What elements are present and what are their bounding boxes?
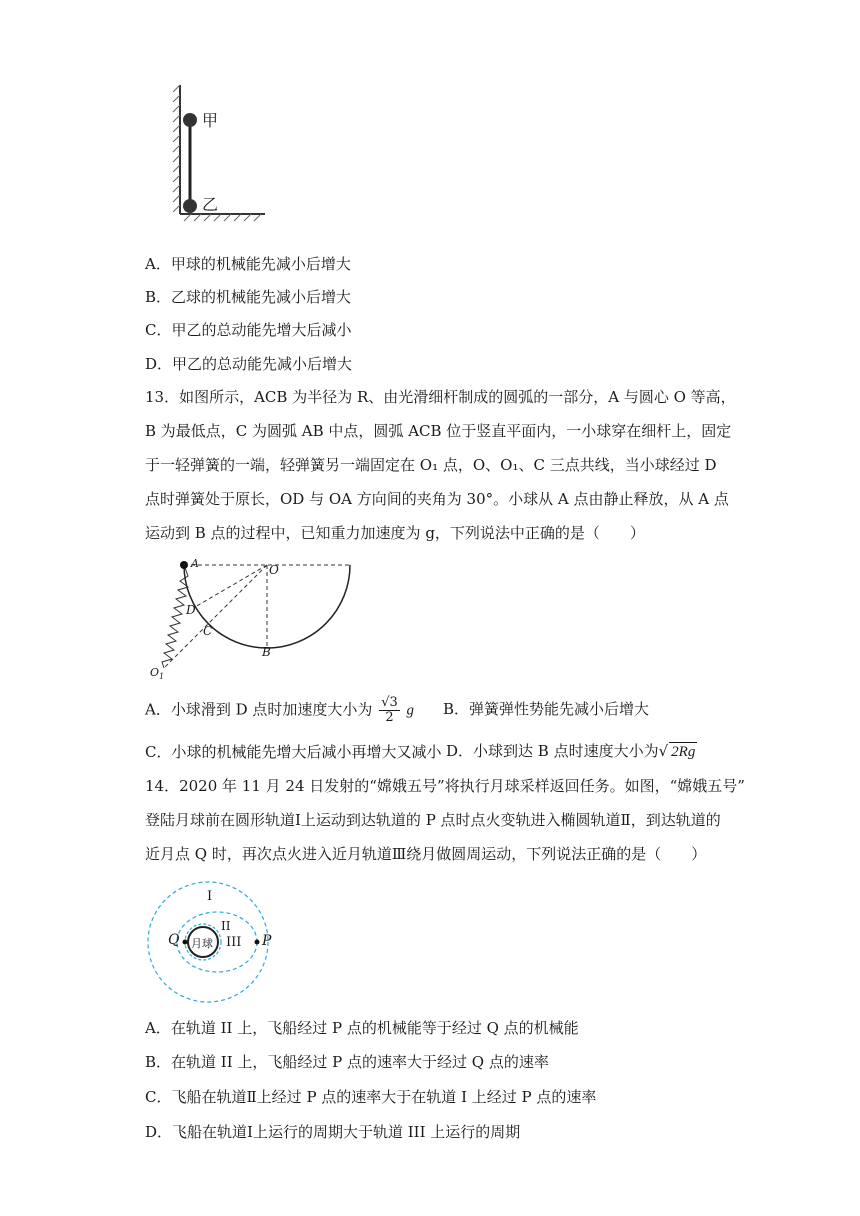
q12-option-a: A．甲球的机械能先减小后增大 [145, 255, 351, 273]
label-orbit-2: II [221, 919, 231, 933]
label-jia: 甲 [202, 111, 219, 130]
q13-option-b: B．弹簧弹性势能先减小后增大 [443, 700, 650, 718]
label-orbit-1: I [207, 889, 213, 904]
label-b: B [262, 645, 271, 659]
label-orbit-3: III [226, 935, 242, 950]
q14-stem-line-3: 近月点 Q 时，再次点火进入近月轨道Ⅲ绕月做圆周运动，下列说法正确的是（ ） [145, 845, 707, 863]
label-d: D [186, 603, 196, 617]
label-q: Q [168, 932, 180, 948]
q14-option-a: A．在轨道 II 上，飞船经过 P 点的机械能等于经过 Q 点的机械能 [145, 1019, 579, 1037]
ball-yi [183, 199, 197, 213]
q12-option-b: B．乙球的机械能先减小后增大 [145, 288, 352, 306]
arc-spring-figure [150, 556, 370, 686]
label-yi: 乙 [202, 195, 219, 214]
label-c: C [203, 624, 213, 638]
label-o: O [269, 563, 279, 577]
ball-jia [183, 113, 197, 127]
q14-option-b: B．在轨道 II 上，飞船经过 P 点的速率大于经过 Q 点的速率 [145, 1053, 549, 1071]
label-moon: 月球 [191, 937, 213, 950]
q13-stem-line-3: 于一轻弹簧的一端，轻弹簧另一端固定在 O₁ 点，O、O₁、C 三点共线，当小球经过 D [145, 456, 717, 474]
ball-a [180, 561, 188, 569]
fraction-sqrt3-over-2: $\frac{√3}{2}$ [381, 695, 398, 725]
label-a: A [191, 557, 199, 570]
q13-stem-line-2: B 为最低点，C 为圆弧 AB 中点，圆弧 ACB 位于竖直平面内，一小球穿在细杆上，固定 [145, 422, 732, 440]
q13-option-a: A．小球滑到 D 点时加速度大小为 $\frac{√3}{2}$ g [145, 695, 415, 725]
label-p: P [262, 933, 272, 949]
q12-option-d: D．甲乙的总动能先减小后增大 [145, 355, 353, 373]
q12-option-c: C．甲乙的总动能先增大后减小 [145, 321, 352, 339]
q13-stem-line-4: 点时弹簧处于原长，OD 与 OA 方向间的夹角为 30°。小球从 A 点由静止释放，从 A 点 [145, 490, 729, 508]
q14-stem-line-1: 14．2020 年 11 月 24 日发射的“嫦娥五号”将执行月球采样返回任务。如图，“嫦娥五号” [145, 777, 745, 795]
q13-stem-line-1: 13．如图所示，ACB 为半径为 R、由光滑细杆制成的圆弧的一部分，A 与圆心 O 等高， [145, 388, 736, 406]
rod-wall-figure [170, 80, 270, 225]
q13-option-d: D．小球到达 B 点时速度大小为√ 2Rg [446, 742, 696, 760]
q14-option-d: D．飞船在轨道Ⅰ上运行的周期大于轨道 III 上运行的周期 [145, 1123, 521, 1141]
q13-option-c: C．小球的机械能先增大后减小再增大又减小 [145, 743, 442, 761]
q14-stem-line-2: 登陆月球前在圆形轨道Ⅰ上运动到达轨道的 P 点时点火变轨进入椭圆轨道Ⅱ，到达轨道的 [145, 811, 721, 829]
q14-option-c: C．飞船在轨道Ⅱ上经过 P 点的速率大于在轨道 I 上经过 P 点的速率 [145, 1088, 597, 1106]
q13-stem-line-5: 运动到 B 点的过程中，已知重力加速度为 g，下列说法中正确的是（ ） [145, 524, 645, 542]
label-o1: $O_1$ [150, 666, 165, 682]
